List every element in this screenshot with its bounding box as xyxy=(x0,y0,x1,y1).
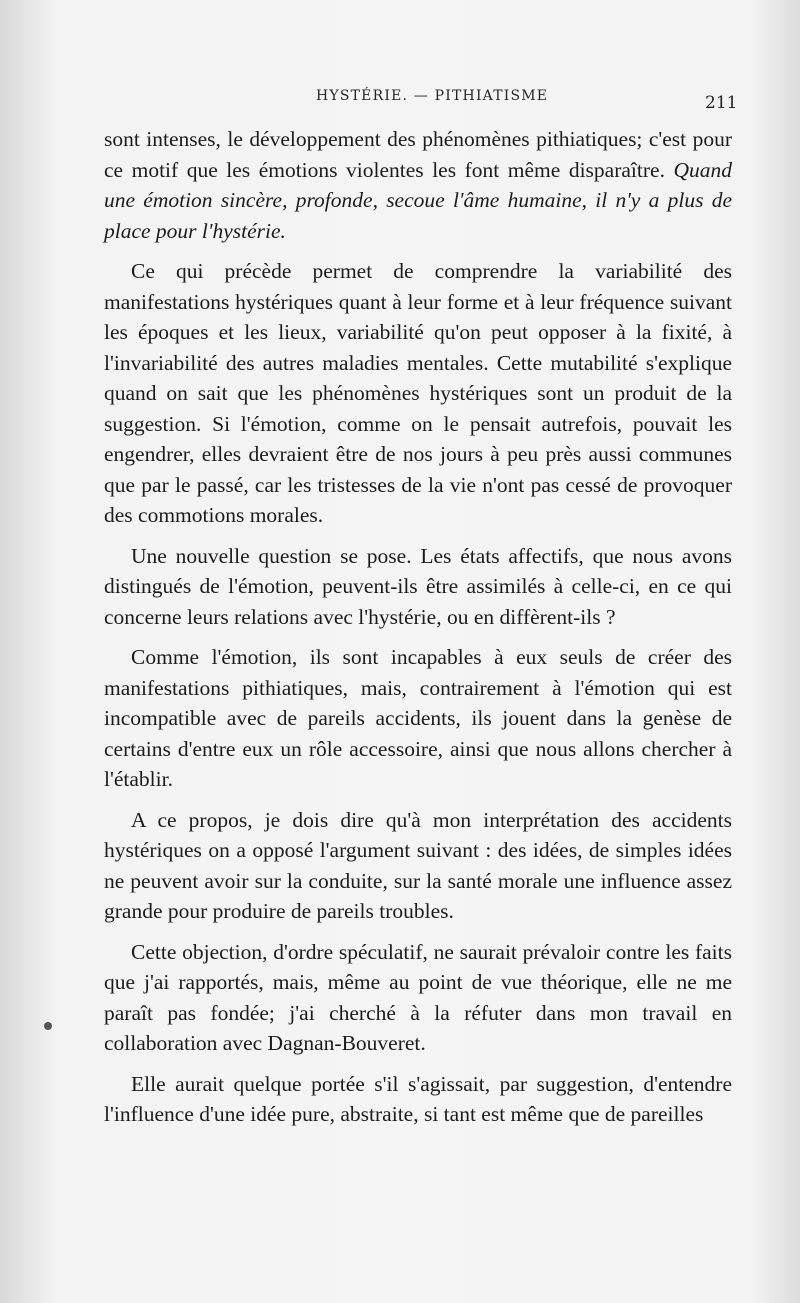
paragraph-1-italic: Quand une émotion sincère, profonde, secoue l'âme humaine, il n'y a plus de place pour l'hystérie. xyxy=(104,157,732,243)
margin-ink-spot xyxy=(44,1022,52,1030)
body-text xyxy=(104,124,732,1140)
paragraph-6: Cette objection, d'ordre spéculatif, ne saurait prévaloir contre les faits que j'ai rapportés, mais, même au point de vue théorique, elle ne me paraît pas fondée; j'ai cherché à la réfuter dans mon travail en collaboration avec Dagnan-Bouveret. xyxy=(104,939,732,1055)
paragraph-1 xyxy=(104,124,732,246)
page-number: 211 xyxy=(705,93,738,113)
paragraph-5: A ce propos, je dois dire qu'à mon interprétation des accidents hystériques on a opposé l'argument suivant : des idées, de simples idées ne peuvent avoir sur la conduite, sur la santé morale une influence assez grande pour produire de pareils troubles. xyxy=(104,807,732,923)
running-title: HYSTÉRIE. — PITHIATISME xyxy=(316,88,549,104)
paragraph-7: Elle aurait quelque portée s'il s'agissait, par suggestion, d'entendre l'influence d'une idée pure, abstraite, si tant est même que de pareilles xyxy=(104,1071,732,1126)
paragraph-2: Ce qui précède permet de comprendre la variabilité des manifestations hystériques quant à leur forme et à leur fréquence suivant les époques et les lieux, variabilité qu'on peut opposer à la fixité, à l'invariabilité des autres maladies mentales. Cette mutabilité s'explique quand on sait que les phénomènes hystériques sont un produit de la suggestion. Si l'émotion, comme on le pensait autrefois, pouvait les engendrer, elles devraient être de nos jours à peu près aussi communes que par le passé, car les tristesses de la vie n'ont pas cessé de provoquer des commotions morales. xyxy=(104,259,732,527)
running-head xyxy=(0,88,800,114)
paragraph-3: Une nouvelle question se pose. Les états affectifs, que nous avons distingués de l'émotion, peuvent-ils être assimilés à celle-ci, en ce qui concerne leurs relations avec l'hystérie, ou en diffèrent-ils ? xyxy=(104,543,732,629)
paragraph-1-text: sont intenses, le développement des phénomènes pithiatiques; c'est pour ce motif que les émotions violentes les font même disparaître. xyxy=(104,127,732,182)
paragraph-4: Comme l'émotion, ils sont incapables à eux seuls de créer des manifestations pithiatiques, mais, contrairement à l'émotion qui est incompatible avec de pareils accidents, ils jouent dans la genèse de certains d'entre eux un rôle accessoire, ainsi que nous allons chercher à l'établir. xyxy=(104,645,732,791)
